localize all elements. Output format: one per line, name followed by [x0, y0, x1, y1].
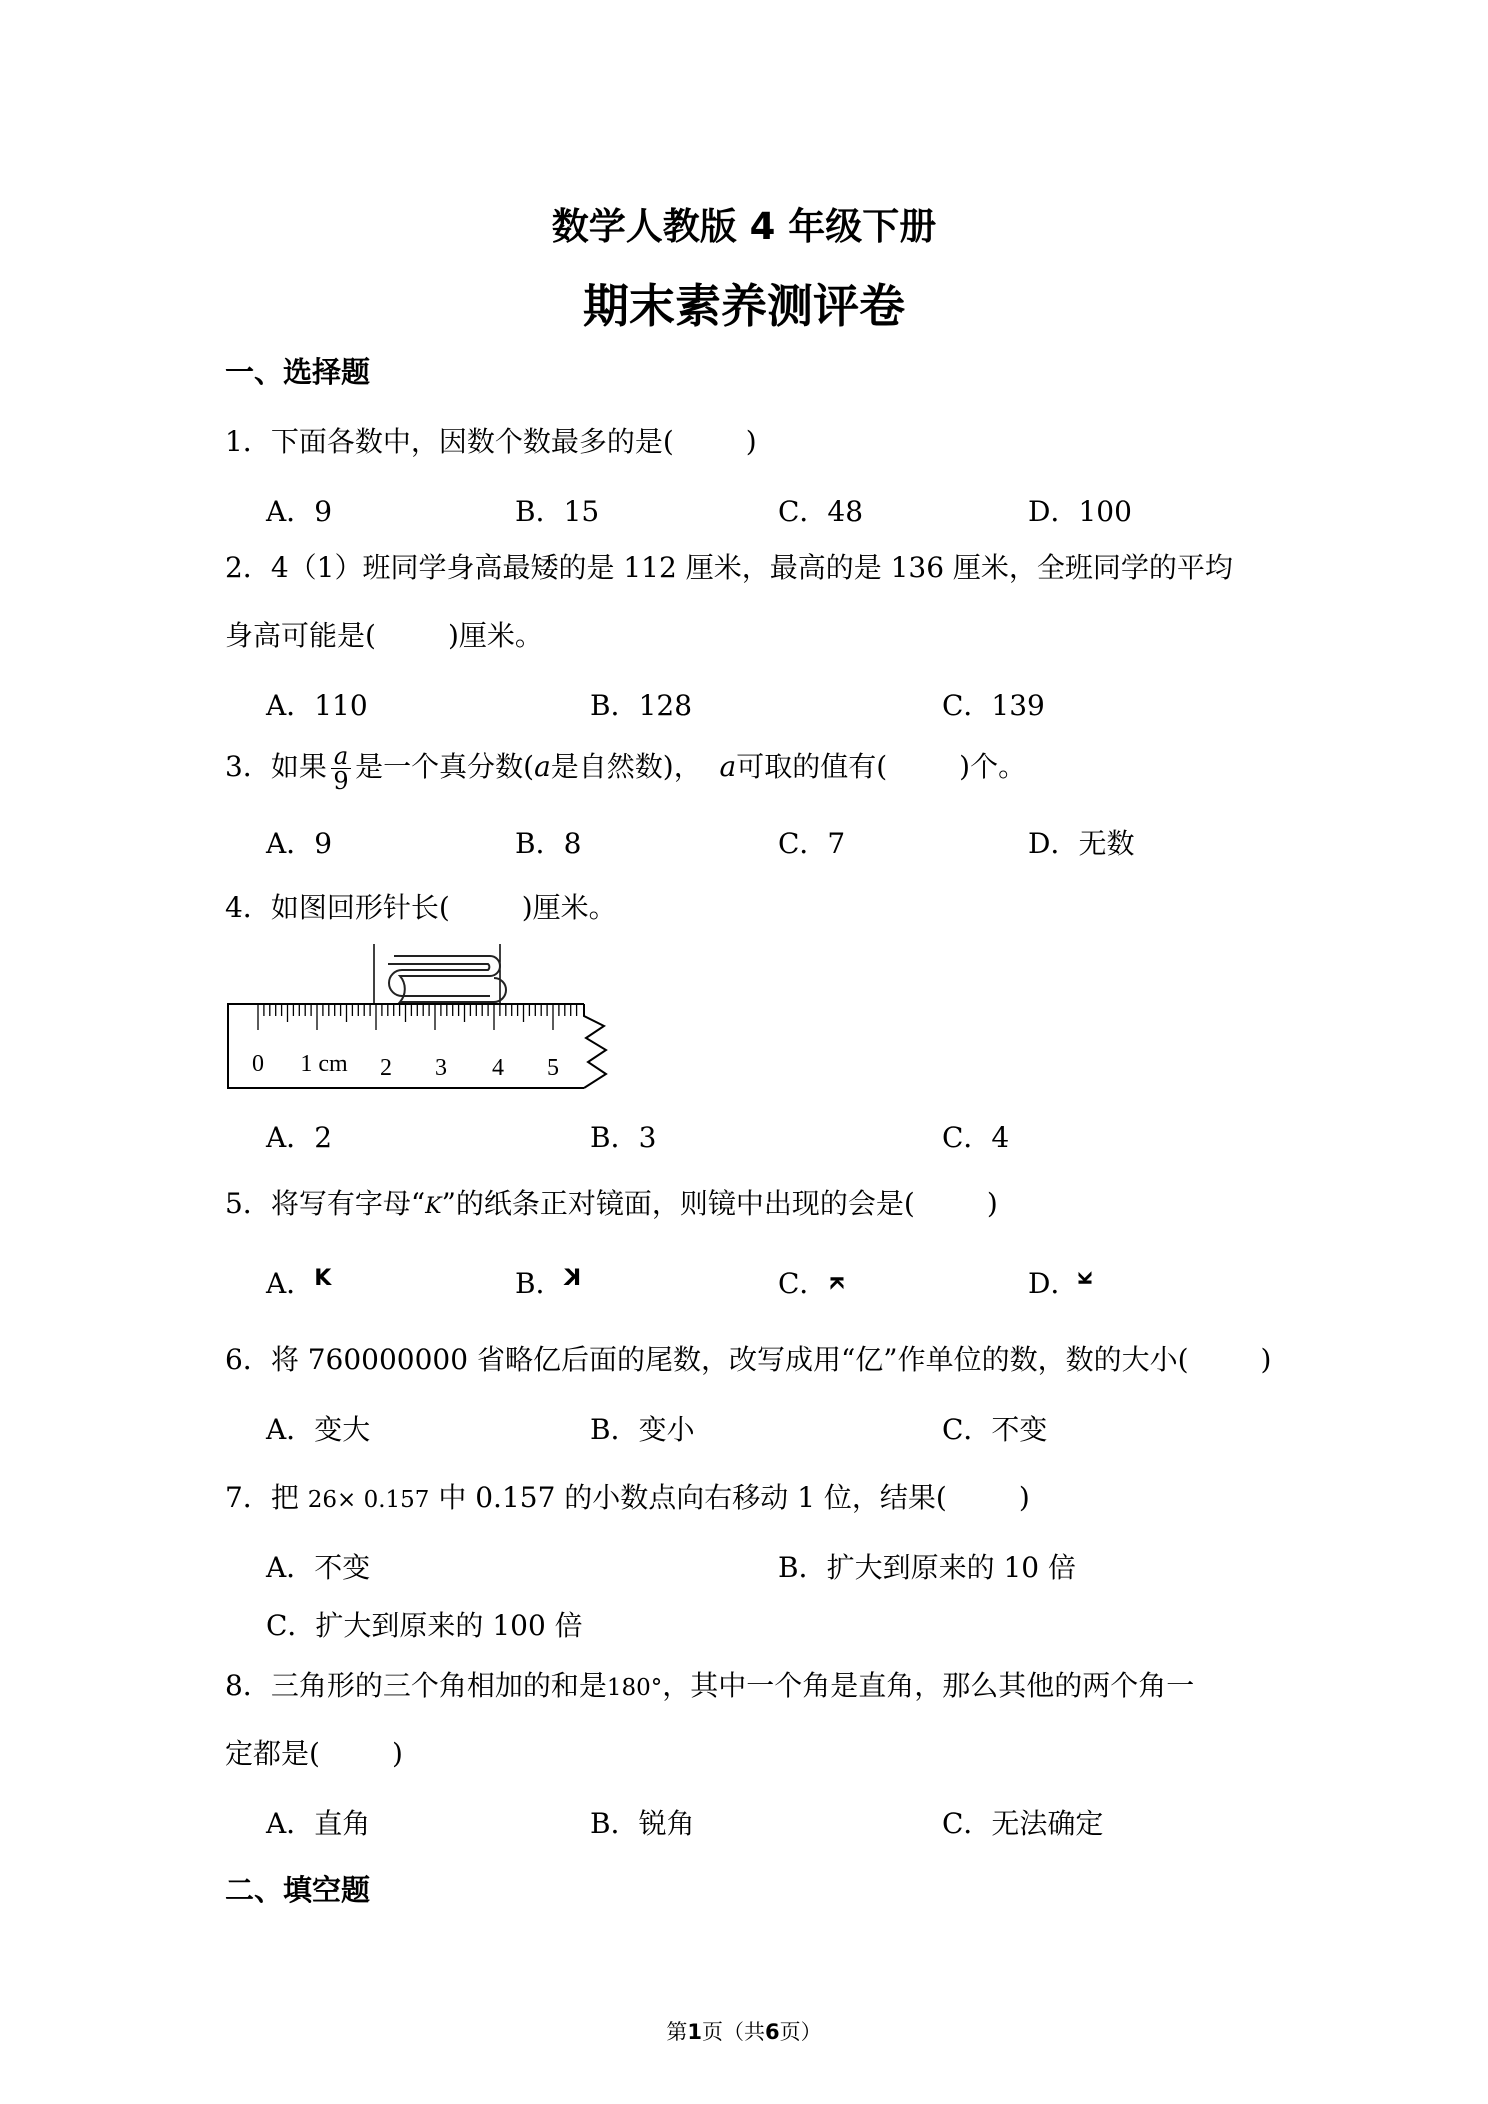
- question-2-line1: 2．4（1）班同学身高最矮的是 112 厘米，最高的是 136 厘米，全班同学的平均: [225, 551, 1233, 584]
- question-text: 7．把: [225, 1481, 299, 1514]
- question-text: 6．将 760000000 省略亿后面的尾数，改写成用“亿”作单位的数，数的大小(: [225, 1343, 1189, 1376]
- page-title: 数学人教版 4 年级下册: [551, 205, 937, 248]
- variable: a: [719, 750, 737, 783]
- section-heading-fill: 二、填空题: [225, 1873, 371, 1907]
- ruler-label-1: 1 cm: [300, 1051, 348, 1077]
- letter-k: K: [425, 1194, 442, 1219]
- option-b[interactable]: B．128: [590, 689, 693, 722]
- question-text: 5．将写有字母“: [225, 1187, 426, 1220]
- k-rotated-up-icon: K: [1076, 1271, 1097, 1286]
- ruler-label-2: 2: [380, 1055, 392, 1081]
- question-text: ”的纸条正对镜面，则镜中出现的会是(: [441, 1187, 915, 1220]
- question-7: [225, 1476, 1030, 1516]
- option-b[interactable]: B．变小: [590, 1413, 695, 1446]
- question-text: 是自然数)，: [550, 750, 702, 783]
- math-expression: 26× 0.157: [307, 1487, 430, 1513]
- option-c[interactable]: C．扩大到原来的 100 倍: [266, 1609, 583, 1642]
- math-degree: 180°: [606, 1675, 663, 1701]
- question-text: 3．如果: [225, 750, 327, 783]
- question-close: ): [986, 1187, 998, 1220]
- option-a[interactable]: A．110: [266, 689, 368, 722]
- footer-text: 第: [666, 2020, 688, 2044]
- option-d[interactable]: D．无数: [1028, 827, 1135, 860]
- question-4: [225, 886, 617, 926]
- section-heading-choice: 一、选择题: [225, 355, 371, 389]
- question-2-line2: [225, 614, 543, 654]
- option-letter: B．: [515, 1267, 564, 1300]
- footer-text: 页）: [779, 2020, 822, 2044]
- ruler-label-5: 5: [547, 1055, 559, 1081]
- question-close: )厘米。: [521, 891, 617, 924]
- k-mirrored-icon: K: [563, 1266, 581, 1291]
- option-b[interactable]: B．15: [515, 495, 600, 528]
- question-text: 是一个真分数(: [355, 750, 535, 783]
- question-text-end: )厘米。: [447, 619, 543, 652]
- k-rotated-down-icon: K: [825, 1275, 846, 1290]
- question-6: [225, 1338, 1271, 1378]
- fraction-denominator: 9: [333, 767, 349, 795]
- option-b[interactable]: [515, 1262, 581, 1302]
- option-a[interactable]: A．直角: [266, 1807, 371, 1840]
- question-8-line1: [225, 1664, 1194, 1704]
- question-close: ): [1260, 1343, 1272, 1376]
- option-letter: A．: [266, 1267, 315, 1300]
- option-letter: C．: [778, 1267, 828, 1300]
- question-3: [225, 744, 1026, 793]
- question-text: 8．三角形的三个角相加的和是: [225, 1669, 607, 1702]
- option-letter: D．: [1028, 1267, 1079, 1300]
- page-subtitle: 期末素养测评卷: [583, 279, 905, 333]
- option-c[interactable]: [778, 1262, 845, 1302]
- question-text: 4．如图回形针长(: [225, 891, 450, 924]
- option-c[interactable]: C．48: [778, 495, 864, 528]
- ruler-paperclip-figure: [222, 942, 622, 1102]
- fraction-numerator: a: [331, 744, 351, 769]
- question-close: ): [391, 1737, 403, 1770]
- variable: a: [534, 750, 551, 783]
- question-1: [225, 420, 757, 460]
- option-a[interactable]: A．变大: [266, 1413, 371, 1446]
- page-total: 6: [765, 2020, 780, 2044]
- option-a[interactable]: [266, 1262, 331, 1302]
- option-c[interactable]: C．4: [942, 1121, 1010, 1154]
- question-close: )个。: [959, 750, 1027, 783]
- question-text: 身高可能是(: [225, 619, 376, 652]
- question-text: 1．下面各数中，因数个数最多的是(: [225, 425, 674, 458]
- option-b[interactable]: B．8: [515, 827, 582, 860]
- k-normal-icon: K: [314, 1266, 332, 1291]
- question-close: ): [1018, 1481, 1030, 1514]
- page-footer: [0, 2016, 1488, 2046]
- option-d[interactable]: [1028, 1262, 1096, 1302]
- ruler-label-4: 4: [492, 1055, 504, 1081]
- paperclip-icon: [388, 956, 506, 1002]
- page-number: 1: [687, 2020, 702, 2044]
- option-c[interactable]: C．7: [778, 827, 846, 860]
- question-text: 中 0.157 的小数点向右移动 1 位，结果(: [438, 1481, 947, 1514]
- question-5: [225, 1182, 998, 1222]
- option-a[interactable]: A．不变: [266, 1551, 371, 1584]
- option-c[interactable]: C．无法确定: [942, 1807, 1104, 1840]
- option-a[interactable]: A．9: [266, 827, 333, 860]
- question-text: ，其中一个角是直角，那么其他的两个角一: [662, 1669, 1195, 1702]
- ruler-label-3: 3: [435, 1055, 447, 1081]
- option-c[interactable]: C．139: [942, 689, 1045, 722]
- question-close: ): [745, 425, 757, 458]
- question-text: 可取的值有(: [736, 750, 888, 783]
- footer-text: 页（共: [702, 2020, 765, 2044]
- ruler-ticks: [258, 1004, 577, 1030]
- option-d[interactable]: D．100: [1028, 495, 1132, 528]
- option-b[interactable]: B．3: [590, 1121, 657, 1154]
- question-text: 定都是(: [225, 1737, 320, 1770]
- option-c[interactable]: C．不变: [942, 1413, 1048, 1446]
- ruler-label-0: 0: [252, 1051, 264, 1077]
- option-b[interactable]: B．锐角: [590, 1807, 695, 1840]
- option-a[interactable]: A．9: [266, 495, 333, 528]
- option-b[interactable]: B．扩大到原来的 10 倍: [778, 1551, 1077, 1584]
- question-8-line2: [225, 1732, 403, 1772]
- option-a[interactable]: A．2: [266, 1121, 333, 1154]
- fraction: [331, 744, 351, 793]
